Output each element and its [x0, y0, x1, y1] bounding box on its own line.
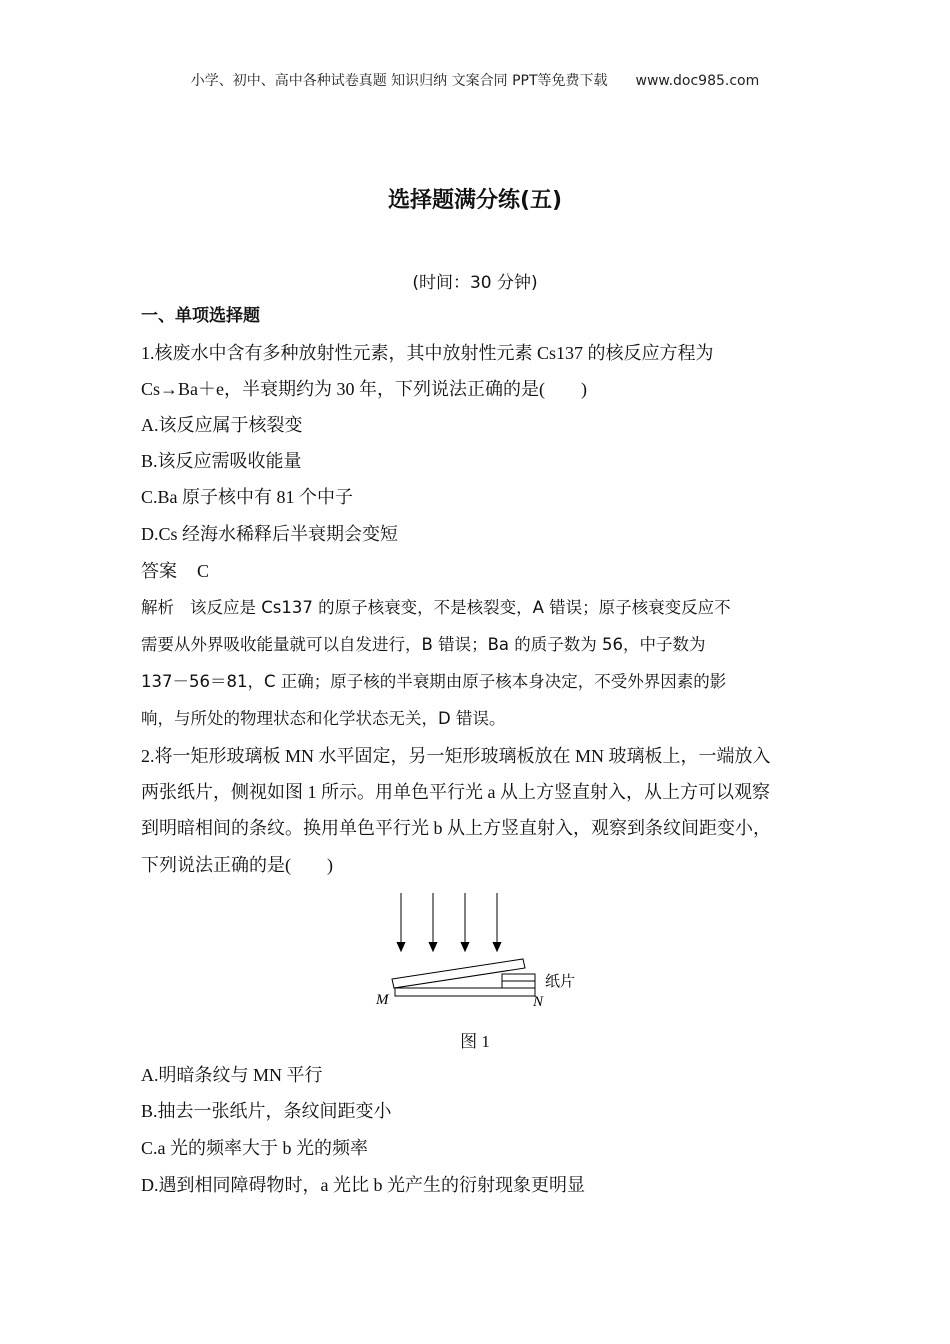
paper-label: 纸片: [545, 972, 576, 990]
q1-option-a: A.该反应属于核裂变: [141, 415, 303, 435]
q1-analysis-line3: 137－56＝81，C 正确；原子核的半衰期由原子核本身决定，不受外界因素的影: [141, 672, 727, 691]
q1-option-d: D.Cs 经海水稀释后半衰期会变短: [141, 524, 399, 544]
q2-stem-line2: 两张纸片，侧视如图 1 所示。用单色平行光 a 从上方竖直射入，从上方可以观察: [141, 782, 770, 802]
q2-option-a: A.明暗条纹与 MN 平行: [141, 1065, 323, 1085]
light-arrow-1: [397, 893, 405, 951]
figure-caption: 图 1: [460, 1032, 490, 1051]
q2-stem-line3: 到明暗相间的条纹。换用单色平行光 b 从上方竖直射入，观察到条纹间距变小，: [141, 818, 771, 838]
bottom-plate-mn: [395, 988, 535, 996]
q1-analysis-line2: 需要从外界吸收能量就可以自发进行，B 错误；Ba 的质子数为 56，中子数为: [141, 635, 706, 654]
q2-stem-line4: 下列说法正确的是( ): [141, 855, 333, 875]
page-header: [0, 70, 950, 90]
paper-sheet-1: [502, 974, 535, 981]
paper-sheet-2: [502, 981, 535, 988]
header-url[interactable]: www.doc985.com: [635, 73, 760, 89]
light-arrow-2: [429, 893, 437, 951]
header-text: 小学、初中、高中各种试卷真题 知识归纳 文案合同 PPT等免费下载: [190, 73, 608, 89]
analysis-label: 解析: [141, 598, 174, 617]
answer-label: 答案: [141, 561, 177, 581]
answer-value: C: [197, 561, 210, 581]
analysis-text: 该反应是 Cs137 的原子核衰变，不是核裂变，A 错误；原子核衰变反应不: [190, 598, 731, 617]
time-limit: (时间：30 分钟): [412, 273, 538, 293]
q1-option-b: B.该反应需吸收能量: [141, 451, 302, 471]
q1-stem-line2: Cs→Ba＋e，半衰期约为 30 年，下列说法正确的是( ): [141, 379, 587, 399]
label-m: M: [376, 992, 389, 1008]
section-heading: 一、单项选择题: [141, 306, 260, 326]
page-title: 选择题满分练(五): [387, 188, 563, 213]
q1-answer: [141, 560, 209, 582]
label-n: N: [533, 994, 544, 1010]
q2-option-b: B.抽去一张纸片，条纹间距变小: [141, 1101, 392, 1121]
light-arrow-3: [461, 893, 469, 951]
light-arrow-4: [493, 893, 501, 951]
q2-option-c: C.a 光的频率大于 b 光的频率: [141, 1138, 368, 1158]
q2-stem-line1: 2.将一矩形玻璃板 MN 水平固定，另一矩形玻璃板放在 MN 玻璃板上，一端放入: [141, 746, 771, 766]
q1-analysis-line4: 响，与所处的物理状态和化学状态无关，D 错误。: [141, 709, 506, 728]
q2-option-d: D.遇到相同障碍物时，a 光比 b 光产生的衍射现象更明显: [141, 1175, 585, 1195]
q1-analysis-line1: [141, 597, 731, 619]
q1-option-c: C.Ba 原子核中有 81 个中子: [141, 487, 354, 507]
glass-plate-figure: [370, 888, 590, 1013]
q1-stem-line1: 1.核废水中含有多种放射性元素，其中放射性元素 Cs137 的核反应方程为: [141, 343, 714, 363]
